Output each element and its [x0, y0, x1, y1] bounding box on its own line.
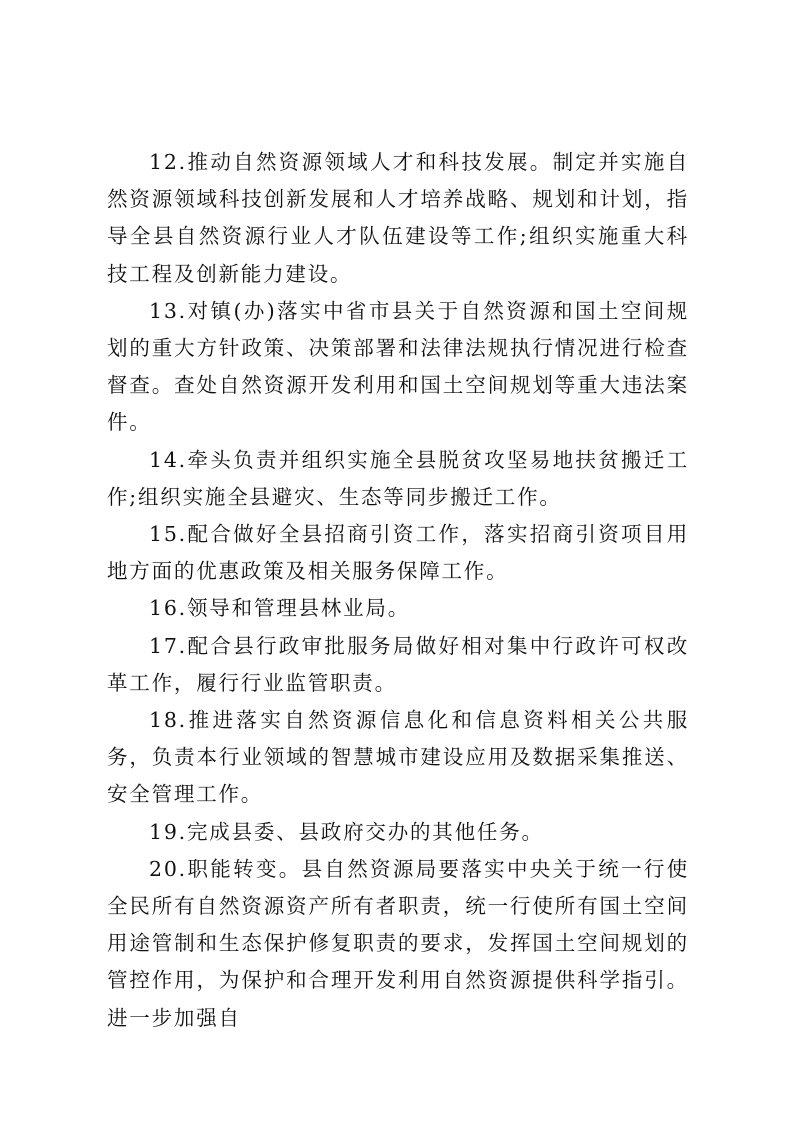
paragraph-item-19: 19.完成县委、县政府交办的其他任务。 [149, 819, 544, 844]
paragraph-item-20: 20.职能转变。县自然资源局要落实中央关于统一行使全民所有自然资源资产所有者职责，统一行使所有国土空间用途管制和生态保护修复职责的要求，发挥国土空间规划的管控作用，为保护和合理开发利用自然资源提供科学指引。进一步加强自 [107, 856, 689, 1030]
paragraph-item-13: 13.对镇(办)落实中省市县关于自然资源和国土空间规划的重大方针政策、决策部署和法律法规执行情况进行检查督查。查处自然资源开发利用和国土空间规划等重大违法案件。 [107, 298, 689, 435]
paragraph-item-16: 16.领导和管理县林业局。 [149, 596, 411, 621]
paragraph-item-17: 17.配合县行政审批服务局做好相对集中行政许可权改革工作，履行行业监管职责。 [107, 633, 689, 695]
body-text [107, 144, 689, 1037]
paragraph-item-14: 14.牵头负责并组织实施全县脱贫攻坚易地扶贫搬迁工作;组织实施全县避灾、生态等同步搬迁工作。 [107, 447, 689, 509]
paragraph-item-18: 18.推进落实自然资源信息化和信息资料相关公共服务，负责本行业领域的智慧城市建设应用及数据采集推送、安全管理工作。 [107, 708, 689, 807]
paragraph-item-12: 12.推动自然资源领域人才和科技发展。制定并实施自然资源领域科技创新发展和人才培养战略、规划和计划，指导全县自然资源行业人才队伍建设等工作;组织实施重大科技工程及创新能力建设。 [107, 150, 689, 286]
paragraph-item-15: 15.配合做好全县招商引资工作，落实招商引资项目用地方面的优惠政策及相关服务保障工作。 [107, 522, 689, 584]
